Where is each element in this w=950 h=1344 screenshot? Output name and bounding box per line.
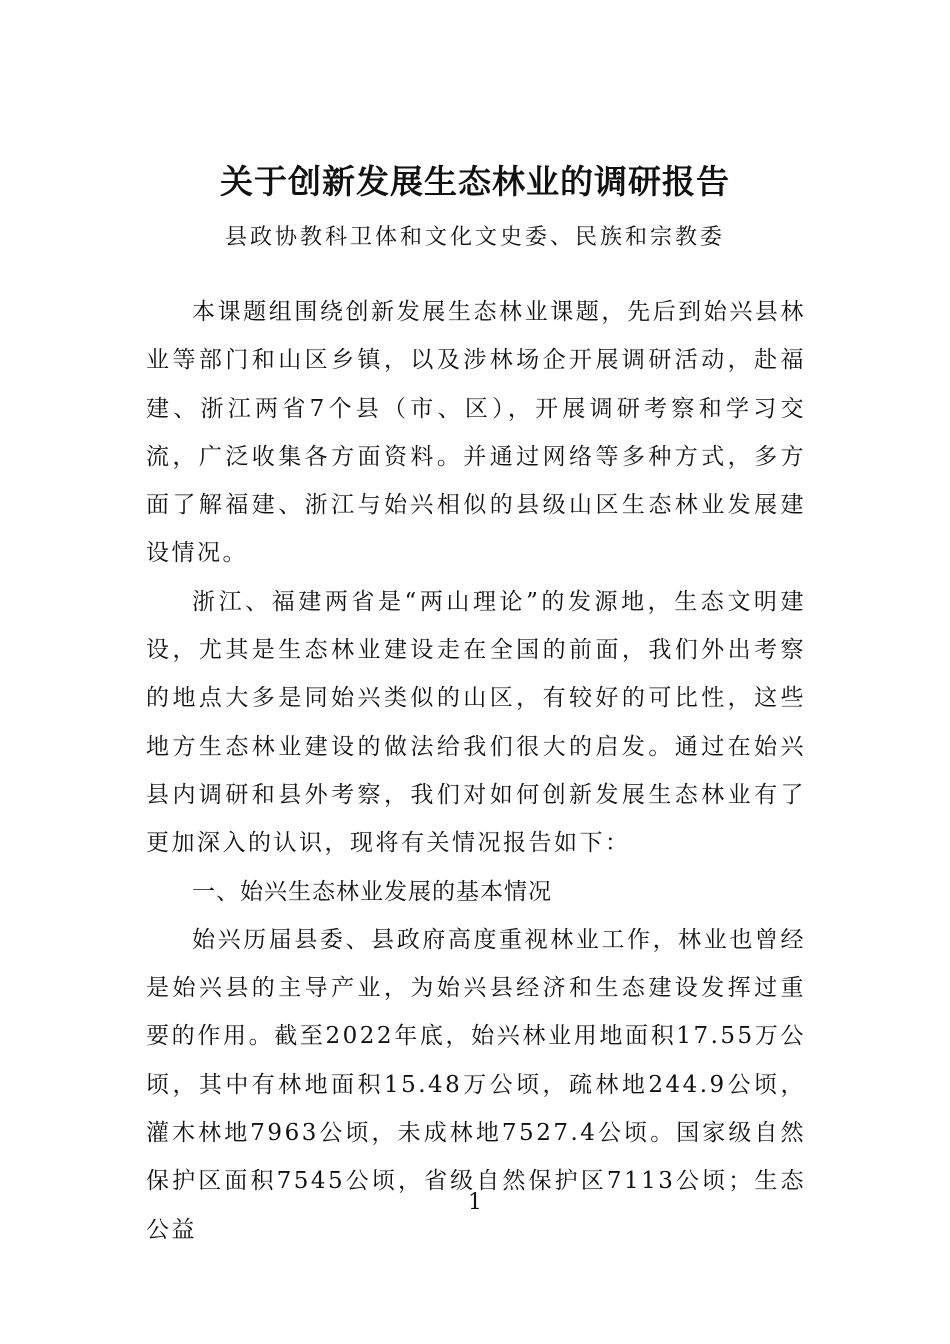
section-paragraph: 始兴历届县委、县政府高度重视林业工作，林业也曾经是始兴县的主导产业，为始兴县经济和生态建设发挥过重要的作用。截至2022年底，始兴林业用地面积17.55万公顷，其中有林地面积15.48万公顷，疏林地244.9公顷，灌木林地7963公顷，未成林地7527.4公顷。国家级自然保护区面积7545公顷，省级自然保护区7113公顷；生态公益	[146, 926, 806, 1243]
document-title: 关于创新发展生态林业的调研报告	[220, 162, 730, 201]
section-heading: 一、始兴生态林业发展的基本情况	[192, 878, 552, 905]
page-number: 1	[468, 1190, 482, 1215]
intro-paragraph-1: 本课题组围绕创新发展生态林业课题，先后到始兴县林业等部门和山区乡镇，以及涉林场企开展调研活动，赴福建、浙江两省7个县（市、区），开展调研考察和学习交流，广泛收集各方面资料。并通过网络等多种方式，多方面了解福建、浙江与始兴相似的县级山区生态林业发展建设情况。	[146, 299, 806, 567]
document-body	[146, 288, 806, 1254]
document-subtitle: 县政协教科卫体和文化文史委、民族和宗教委	[224, 225, 725, 250]
intro-paragraph-2: 浙江、福建两省是“两山理论”的发源地，生态文明建设，尤其是生态林业建设走在全国的前面，我们外出考察的地点大多是同始兴类似的山区，有较好的可比性，这些地方生态林业建设的做法给我们很大的启发。通过在始兴县内调研和县外考察，我们对如何创新发展生态林业有了更加深入的认识，现将有关情况报告如下：	[146, 588, 806, 857]
